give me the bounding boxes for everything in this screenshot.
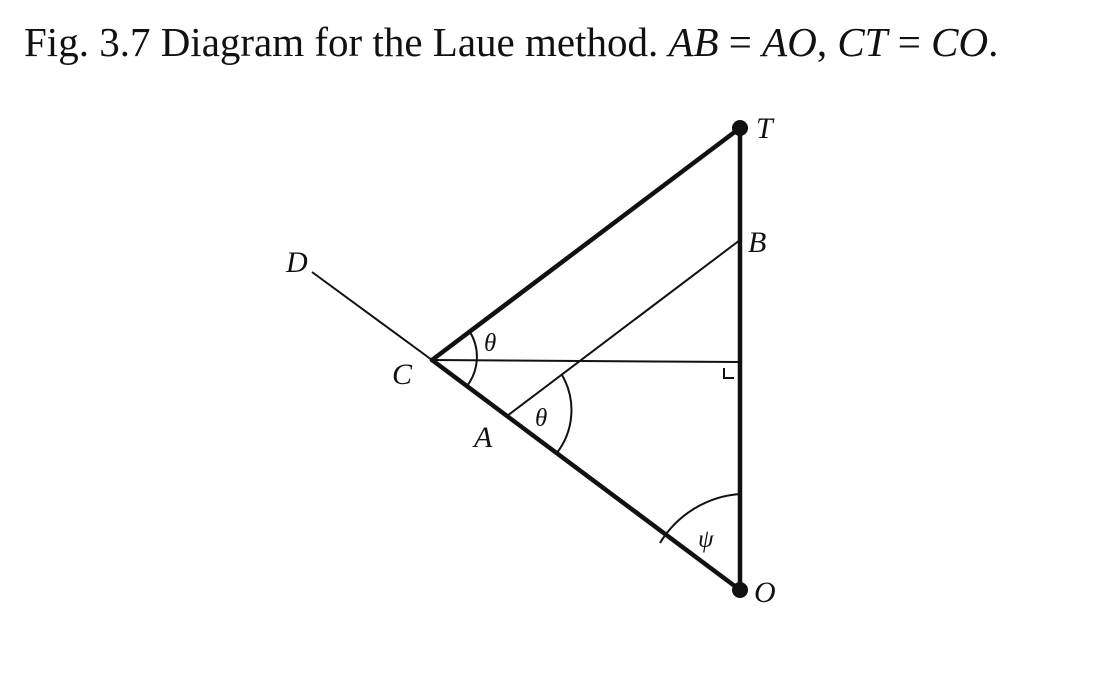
caption-ao: AO bbox=[762, 19, 817, 65]
label-d: D bbox=[286, 246, 308, 279]
line-c-to-d bbox=[312, 272, 432, 360]
caption-comma: , bbox=[816, 19, 838, 65]
label-b: B bbox=[748, 226, 767, 259]
line-c-to-o bbox=[432, 360, 740, 590]
line-c-to-vertical-horizontal bbox=[432, 360, 740, 362]
caption-equals-1: = bbox=[718, 19, 763, 65]
angle-label-psi-o: ψ bbox=[698, 526, 714, 553]
label-o: O bbox=[754, 576, 776, 609]
point-o-dot bbox=[732, 582, 748, 598]
angle-label-theta-c: θ bbox=[484, 330, 497, 357]
label-c: C bbox=[392, 358, 413, 391]
angle-arc-theta-a bbox=[556, 375, 571, 454]
label-t: T bbox=[756, 112, 773, 145]
caption-period: . bbox=[988, 19, 999, 65]
angle-label-theta-a: θ bbox=[535, 405, 548, 432]
point-t-dot bbox=[732, 120, 748, 136]
caption-ab: AB bbox=[668, 19, 719, 65]
right-angle-marker bbox=[724, 368, 734, 378]
caption-co: CO bbox=[931, 19, 989, 65]
line-c-to-t bbox=[432, 128, 740, 360]
line-a-to-b bbox=[507, 240, 740, 416]
angle-arc-theta-c bbox=[467, 332, 477, 386]
caption-prefix: Fig. 3.7 Diagram for the Laue method. bbox=[24, 19, 669, 65]
label-a: A bbox=[474, 421, 493, 454]
caption-ct: CT bbox=[837, 19, 888, 65]
caption-equals-2: = bbox=[887, 19, 932, 65]
